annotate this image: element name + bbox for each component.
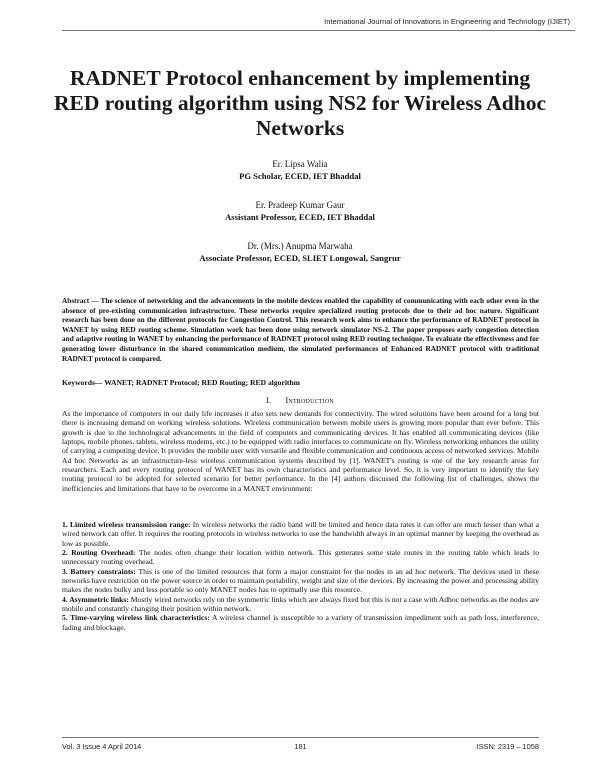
list-item [62, 520, 539, 548]
list-item-label: 3. Battery constraints: [62, 566, 136, 576]
footer-issn: ISSN: 2319 – 1058 [476, 742, 539, 751]
keywords: Keywords— WANET; RADNET Protocol; RED Routing; RED algorithm [62, 378, 301, 387]
section-number: I. [266, 396, 272, 405]
author-affiliation: Assistant Professor, ECED, IET Bhaddal [225, 212, 375, 222]
paper-title: RADNET Protocol enhancement by implementing RED routing algorithm using NS2 for Wireless Adhoc Networks [54, 66, 546, 140]
author-block-2 [0, 200, 600, 223]
section-heading-introduction [0, 396, 600, 405]
author-affiliation: Associate Professor, ECED, SLIET Longowal, Sangrur [199, 253, 401, 263]
list-item-text: In wireless networks the radio band will be limited and hence data rates it can offer are much lesser than what a wired network can offer. It requires the routing protocols in wireless networks to use the bandwidth always in an optimal manner by keeping the overhead as low as possible. [62, 520, 539, 548]
list-item-text: This is one of the limited resources that form a major constraint for the nodes in an ad hoc network. The devices used in these networks have restriction on the power source in order to maintain portability, weight and size of the devices. By increasing the power and processing ability makes the nodes bulky and less portable so only MANET nodes has to optimally use this resource. [62, 566, 539, 595]
journal-header: International Journal of Innovations in Engineering and Technology (IJIET) [324, 17, 570, 26]
author-name: Er. Lipsa Walia [272, 159, 328, 169]
abstract: Abstract — The science of networking and the advancements in the mobile devices enabled the capability of communicating with each other even in the absence of pre-existing communication infrastructure. These networks require specialized routing protocols due to their ad hoc nature. Significant research has been done on the different protocols for Congestion Control. This research work aims to enhance the performance of RADNET protocol in WANET by using RED routing scheme. Simulation work has been done using network simulator NS-2. The paper proposes early congestion detection and adaptive routing in WANET by enhancing the performance of RADNET protocol using RED routing technique. To evaluate the effectiveness and for generating lower disturbance in the shared communication medium, the simulated performances of Enhanced RADNET protocol with traditional RADNET protocol is compared. [62, 296, 539, 363]
author-block-1 [0, 159, 600, 182]
list-item-label: 1. Limited wireless transmission range: [62, 520, 191, 529]
list-item [62, 613, 539, 632]
footer-page-number: 181 [294, 742, 307, 751]
list-item-text: A wireless channel is susceptible to a variety of transmission impediment such as path loss, interference, fading and blockage. [62, 613, 539, 632]
author-block-3 [0, 241, 600, 264]
list-item [62, 595, 539, 614]
list-item-label: 4. Asymmetric links: [62, 594, 129, 604]
list-item-label: 2. Routing Overhead: [62, 548, 136, 558]
author-name: Dr. (Mrs.) Anupma Marwaha [247, 241, 353, 251]
footer-volume: Vol. 3 Issue 4 April 2014 [62, 742, 142, 751]
list-item-label: 5. Time-varying wireless link characteristics: [62, 613, 210, 623]
author-name: Er. Pradeep Kumar Gaur [255, 200, 345, 210]
challenges-list [62, 520, 539, 632]
list-item-text: Mostly wired networks rely on the symmetric links which are always fixed but this is not a case with Adhoc networks as the nodes are mobile and constantly changing their position within network. [62, 594, 539, 614]
section-title: Introduction [285, 396, 334, 405]
list-item [62, 567, 539, 595]
intro-paragraph: As the importance of computers in our daily life increases it also sets new demands for connectivity. The wired solutions have been around for a long but there is increasing demand on working wireless solutions. Wireless communication between mobile users is growing more popular than ever before. This growth is due to the technological advancements in the field of computers and communicating devices. It has enabled all communicating devices (like laptops, mobile phones, tablets, wireless modems, etc.) to be equipped with radio interfaces to communicate on fly. Wireless networking enhances the utility of carrying a computing device. It provides the mobile user with versatile and flexible communication and continuous access of networked services. Mobile Ad hoc Networks as an infrastructure-less wireless communication systems described by [1]. WANET's routing is one of the key research areas for researchers. Each and every routing protocol of WANET has its own characteristics and performance level. So, it is very important to identify the key routing protocol to be adopted for selected scenario for better performance. In the [4] authors discussed the following list of challenges, shows the inefficiencies and limitations that have to be overcome in a MANET environment: [62, 409, 539, 493]
list-item-text: The nodes often change their location within network. This generates some stale routes in the routing table which leads to unnecessary routing overhead. [62, 548, 539, 567]
list-item [62, 548, 539, 567]
header-divider [62, 30, 575, 31]
author-affiliation: PG Scholar, ECED, IET Bhaddal [239, 171, 361, 181]
footer-divider [62, 737, 539, 738]
